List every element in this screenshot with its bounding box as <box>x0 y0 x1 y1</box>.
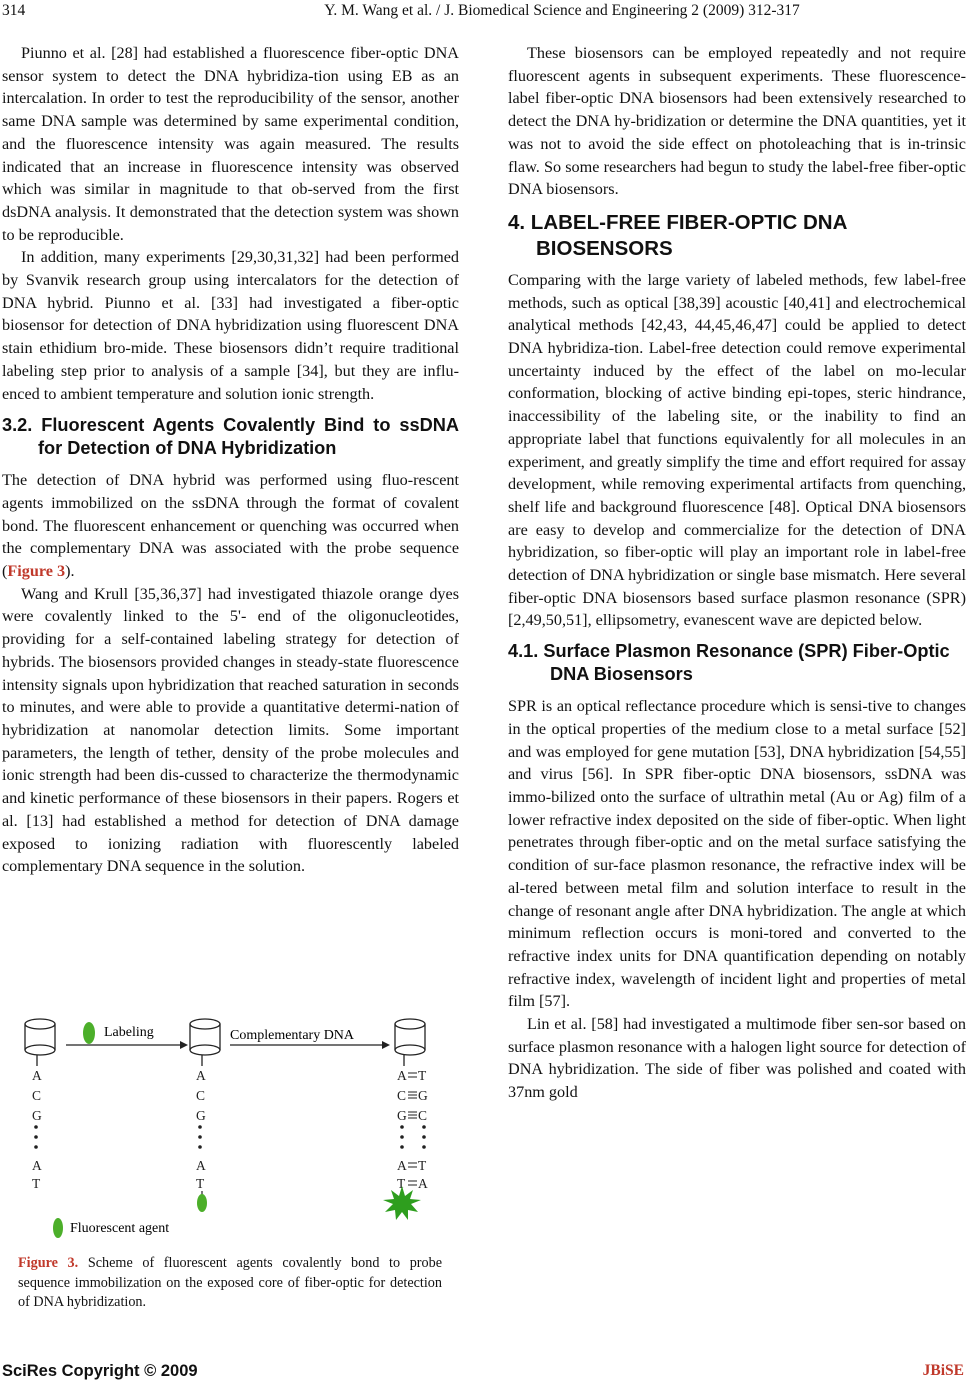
figure-3-scheme <box>14 1010 446 1250</box>
base-label: T <box>418 1068 427 1083</box>
copyright-notice: SciRes Copyright © 2009 <box>2 1362 198 1380</box>
base-label: G <box>397 1108 407 1123</box>
labeling-arrow <box>66 1041 188 1049</box>
base-label: T <box>196 1176 205 1191</box>
base-label: T <box>397 1176 406 1191</box>
base-label: A <box>397 1068 407 1083</box>
base-label: A <box>196 1068 206 1083</box>
figure-caption <box>18 1254 442 1313</box>
base-label: G <box>196 1108 206 1123</box>
section-heading-3-2: 3.2. Fluorescent Agents Covalently Bind to ssDNA for Detection of DNA Hybridization <box>2 415 459 459</box>
paragraph-text: The detection of DNA hybrid was performed using fluo-rescent agents immobilized on the ssDNA through the format of covalent bond. The fluorescent enhancement or quenching was occurred when the complementary DNA was associated with the probe sequence ( <box>2 471 459 581</box>
section-heading-4-1: 4.1. Surface Plasmon Resonance (SPR) Fiber-Optic DNA Biosensors <box>508 641 950 685</box>
paragraph: SPR is an optical reflectance procedure which is sensi-tive to changes in the optical properties of the medium close to a metal surface [52] and was employed for gene mutation [53], DNA hybridization [54,55] and virus [56]. In SPR fiber-optic DNA biosensors, ssDNA was immo-bilized onto the surface of ultrathin metal (Au or Ag) film of a lower refractive index deposited on the side of fiber-optic. When light penetrates through fiber-optic and on the metal surface satisfying the condition of sur-face plasmon resonance, the refractive index will be al-tered between metal film and solution interface to result in the change of resonant angle after DNA hybridization. The angle at which minimum reflection occurs is moni-tored and converted to the refractive index units for DNA quantification depending on notably refractive index, wavelength of incident light and properties of metal film [57]. <box>508 697 966 1011</box>
base-label: T <box>418 1158 427 1173</box>
figure-3 <box>14 1010 446 1320</box>
figure-3-link[interactable]: Figure 3 <box>7 562 66 581</box>
paragraph: In addition, many experiments [29,30,31,32] had been performed by Svanvik research group using intercalators for the detection of DNA hybrid. Piunno et al. [33] had investigated a fiber-optic biosensor for detection of DNA hybridization using fluorescent DNA stain ethidium bro-mide. These biosensors didn’t require traditional labeling step prior to analysis of a sample [34], but they are influ-enced to ambient temperature and solution ionic strength. <box>2 248 459 403</box>
paragraph: Piunno et al. [28] had established a fluorescence fiber-optic DNA sensor system to detect the DNA hybridiza-tion using EB as an intercalation. In order to test the reproducibility of the sensor, another same DNA sample was determined by same experimental condition, and the fluorescence intensity was again measured. The results indicated that an increase in fluorescence intensity was observed which was similar in magnitude to that ob-served from the first dsDNA analysis. It demonstrated that the detection system was shown to be reproducible. <box>2 44 459 244</box>
base-label: G <box>418 1088 428 1103</box>
labeling-label: Labeling <box>104 1025 154 1040</box>
paragraph <box>2 469 459 583</box>
fiber-cylinder-2 <box>190 1019 220 1055</box>
paragraph: These biosensors can be employed repeatedly and not require fluorescent agents in subsequent experiments. These fluorescence-label fiber-optic DNA biosensors had been extensively researched to detect the DNA hy-bridization or determine the DNA quantities, yet it was not to avoid the side effect on photoleaching that is in-trinsic flaw. So some researchers had begun to study the label-free fiber-optic DNA biosensors. <box>508 44 966 199</box>
paragraph: Comparing with the large variety of labeled methods, few label-free methods, such as optical [38,39] acoustic [40,41] and electrochemical analytical methods [42,43, 44,45,46,47] could be applied to detect DNA hybridiza-tion. Label-free detection could remove experimental uncertainty induced by the effect of the label on mo-lecular conformation, blocking of active binding epi-topes, steric hindrance, inaccessibility of the labeling site, or the inability to find an appropriate label that functions equivalently for all molecules in an experiment, and greatly simplify the time and effort required for assay development, while removing experimental artifacts from quenching, shelf life and background fluorescence [48]. Optical DNA biosensors are easy to develop and commercialize for the detection of DNA hybridization, so fiber-optic will play an important role in label-free detection of DNA hybridization or single base mismatch. Here several fiber-optic DNA biosensors based surface plasmon resonance (SPR) [2,49,50,51], ellipsometry, evanescent wave are depicted below. <box>508 270 966 630</box>
fluorescent-agent-icon <box>83 1022 95 1044</box>
caption-label: Figure 3. <box>18 1255 79 1271</box>
left-column <box>2 42 459 878</box>
base-label: C <box>418 1108 428 1123</box>
page-header <box>0 2 970 26</box>
section-heading-4: 4. LABEL-FREE FIBER-OPTIC DNA BIOSENSORS <box>508 210 847 260</box>
fluorescent-agent-legend-icon <box>53 1218 63 1238</box>
base-label: G <box>32 1108 42 1123</box>
base-label: A <box>32 1068 42 1083</box>
base-pair-bonds <box>408 1073 417 1185</box>
base-label: A <box>196 1158 206 1173</box>
base-label: A <box>397 1158 407 1173</box>
base-label: C <box>196 1088 206 1103</box>
fluorescence-burst-icon <box>383 1186 421 1220</box>
base-label: A <box>32 1158 42 1173</box>
paragraph: Lin et al. [58] had investigated a multimode fiber sen-sor based on surface plasmon resonance with a halogen light source for detection of DNA hybridization. The side of fiber was polished and coated with 37nm gold <box>508 1015 966 1102</box>
paragraph: Wang and Krull [35,36,37] had investigated thiazole orange dyes were covalently linked to the 5'- end of the oligonucleotides, providing for a self-contained labeling strategy for detection of hybrids. The biosensors provided changes in steady-state fluorescence intensity signals upon hybridization that reached saturation in seconds to minutes, and were able to provide a quantitative determi-nation of hybridization at nanomolar detection limits. Some important parameters, the length of tether, density of the probe molecules and ionic strength had been dis-cussed to characterize the thermodynamic and kinetic performance of these biosensors in their papers. Rogers et al. [13] had established a method for detection of DNA damage exposed to ionizing radiation with fluorescently labeled complementary DNA sequence in the solution. <box>2 584 459 876</box>
fiber-cylinder-3 <box>395 1019 425 1055</box>
page-number: 314 <box>2 2 26 19</box>
running-head: Y. M. Wang et al. / J. Biomedical Science and Engineering 2 (2009) 312-317 <box>324 2 800 19</box>
complementary-dna-label: Complementary DNA <box>230 1028 355 1043</box>
fluorescent-agent-icon <box>197 1194 207 1212</box>
fluorescent-agent-label: Fluorescent agent <box>70 1221 170 1236</box>
fiber-cylinder-1 <box>25 1019 55 1055</box>
paragraph-text: ). <box>65 562 75 581</box>
base-label: A <box>418 1176 428 1191</box>
base-label: C <box>397 1088 407 1103</box>
right-column <box>508 42 966 1104</box>
base-label: C <box>32 1088 42 1103</box>
base-label: T <box>32 1176 41 1191</box>
caption-text: Scheme of fluorescent agents covalently bond to probe sequence immobilization on the exposed core of fiber-optic for detection of DNA hybridization. <box>18 1255 442 1310</box>
journal-abbrev: JBiSE <box>922 1362 964 1379</box>
